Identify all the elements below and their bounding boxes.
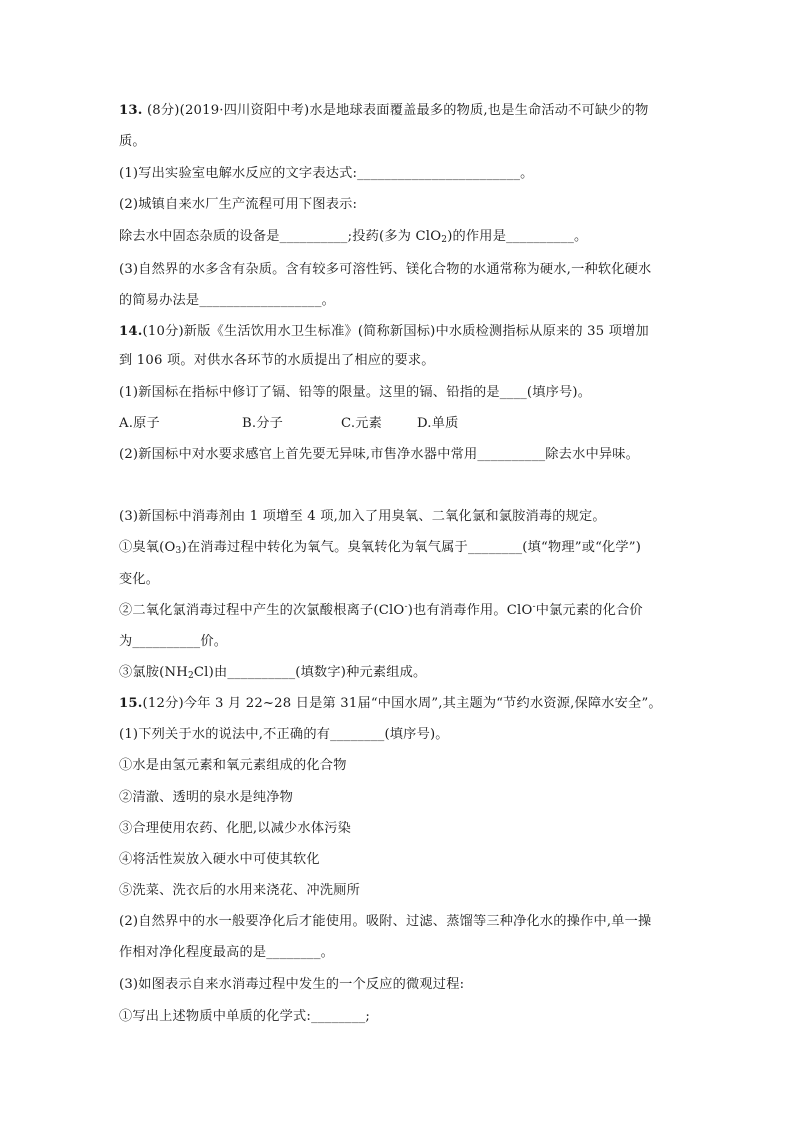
q15-item-2: ②清澈、透明的泉水是纯净物 (119, 790, 294, 805)
q15-part2-cont: 作相对净化程度最高的是________。 (119, 945, 334, 960)
q15-item-3: ③合理使用农药、化肥,以减少水体污染 (119, 821, 351, 836)
q13-part2: (2)城镇自来水厂生产流程可用下图表示: (119, 197, 358, 212)
q13-header-cont: 质。 (119, 134, 146, 149)
q14-choices (119, 415, 458, 433)
q14-header-cont: 到 106 项。对供水各环节的水质提出了相应的要求。 (119, 353, 435, 368)
q15-part2: (2)自然界中的水一般要净化后才能使用。吸附、过滤、蒸馏等三种净化水的操作中,单一操 (119, 914, 652, 929)
q14-sub1: ①臭氧$(O_3)$在消毒过程中转化为氧气。臭氧转化为氧气属于________(填“物理”或“化学”) (119, 540, 642, 556)
q14-number: 14. (119, 324, 143, 339)
q15-item-4: ④将活性炭放入硬水中可使其软化 (119, 852, 320, 867)
q14-part2: (2)新国标中对水要求感官上首先要无异味,市售净水器中常用__________除去水中异味。 (119, 447, 640, 462)
q13-number: 13. (119, 103, 143, 118)
q14-sub2-cont: 为__________价。 (119, 634, 228, 649)
q13-part3-cont: 的简易办法是__________________。 (119, 293, 335, 308)
q15-number: 15. (119, 696, 143, 711)
q14-header: 14.(10分)新版《生活饮用水卫生标准》(简称新国标)中水质检测指标从原来的 35 项增加 (119, 324, 649, 339)
choice-c: C.元素 (341, 416, 382, 431)
choice-b: B.分子 (242, 416, 284, 431)
q15-part1: (1)下列关于水的说法中,不正确的有________(填序号)。 (119, 727, 449, 742)
choice-a: A.原子 (119, 416, 160, 431)
q13-header: 13. (8分)(2019·四川资阳中考)水是地球表面覆盖最多的物质,也是生命活动不可缺少的物 (119, 103, 649, 118)
q15-item-5: ⑤洗菜、洗衣后的水用来浇花、冲洗厕所 (119, 883, 360, 898)
q14-part3: (3)新国标中消毒剂由 1 项增至 4 项,加入了用臭氧、二氧化氯和氯胺消毒的规定。 (119, 509, 606, 524)
q15-item-1: ①水是由氢元素和氧元素组成的化合物 (119, 758, 347, 773)
q13-part2-blanks: 除去水中固态杂质的设备是__________;投药(多为 ClO$_2$)的作用是__________。 (119, 229, 588, 245)
q13-part1: (1)写出实验室电解水反应的文字表达式:________________________。 (119, 166, 534, 181)
q14-sub3: ③氯胺$(NH_2Cl)$由__________(填数字)种元素组成。 (119, 665, 427, 681)
q15-header: 15.(12分)今年 3 月 22~28 日是第 31届“中国水周”,其主题为“节约水资源,保障水安全”。 (119, 696, 662, 711)
q14-part1: (1)新国标在指标中修订了镉、铅等的限量。这里的镉、铅指的是____(填序号)。 (119, 385, 592, 400)
q13-part3: (3)自然界的水多含有杂质。含有较多可溶性钙、镁化合物的水通常称为硬水,一种软化硬水 (119, 262, 652, 277)
choice-d: D.单质 (417, 416, 459, 431)
q15-part3: (3)如图表示自来水消毒过程中发生的一个反应的微观过程: (119, 977, 465, 992)
q14-sub1-cont: 变化。 (119, 572, 160, 587)
q14-sub2: ②二氧化氯消毒过程中产生的次氯酸根离子(ClO-)也有消毒作用。ClO-中氯元素的化合价 (119, 602, 643, 618)
q15-part3-sub1: ①写出上述物质中单质的化学式:________; (119, 1009, 371, 1024)
